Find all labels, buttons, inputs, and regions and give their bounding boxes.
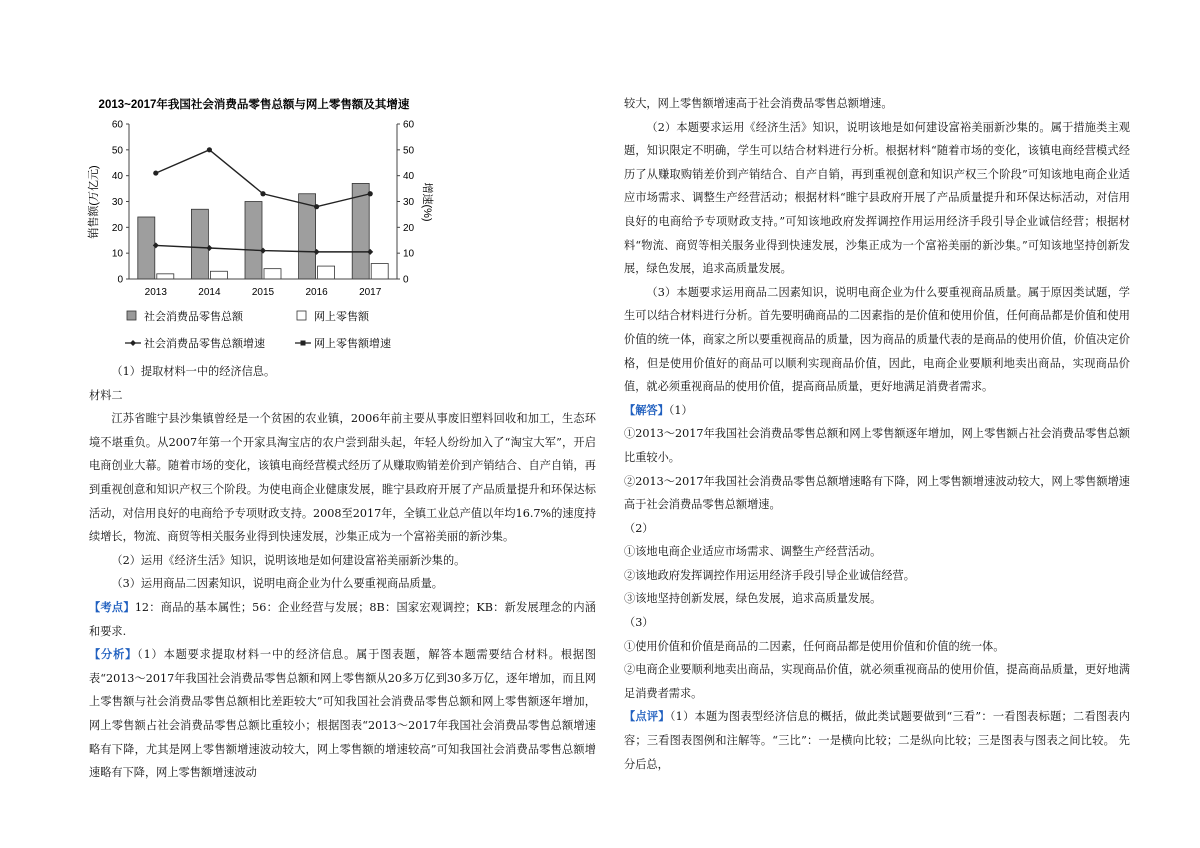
answer-2-3: ③该地坚持创新发展，绿色发展，追求高质量发展。 [624,592,882,606]
y2-tick-label: 60 [403,119,415,131]
jieda-heading [624,399,1130,423]
y2-tick-label: 0 [403,274,409,286]
question-1: （1）提取材料一中的经济信息。 [111,365,276,378]
x-tick-label: 2013 [144,287,167,298]
dianping-paragraph [624,705,1130,776]
chart-title: 2013~2017年我国社会消费品零售总额与网上零售额及其增速 [98,99,410,111]
fenxi-paragraph [89,643,596,785]
material-2-text: 江苏省睢宁县沙集镇曾经是一个贫困的农业镇，2006年前主要从事废旧塑料回收和加工，生态环境不堪重负。从2007年第一个开家具淘宝店的农户尝到甜头起，年轻人纷纷加入了“淘宝大军”，开启电商创业大幕。随着市场的变化，该镇电商经营模式经历了从赚取购销差价到产销结合、自产自销，再到重视创意和知识产权三个阶段。为使电商企业健康发展，睢宁县政府开展了产品质量提升和环保达标活动，对信用良好的电商给予专项财政支持。2008至2017年，全镇工业总产值以年均16.7%的速度持续增长，物流、商贸等相关服务业得到快速发展，沙集正成为一个富裕美丽的新沙集。 [89,412,596,544]
legend-label-total-growth: 社会消费品零售总额增速 [144,338,265,350]
y-tick-label: 30 [111,197,123,208]
kaodian-text: 12：商品的基本属性；56：企业经营与发展；8B：国家宏观调控；KB：新发展理念的内涵和要求. [89,600,596,638]
y-tick-label: 0 [117,274,123,286]
answer-3-heading: （3） [624,616,654,630]
answer-1-1: ①2013～2017年我国社会消费品零售总额和网上零售额逐年增加，网上零售额占社会消费品零售总额比重较小。 [624,427,1130,464]
answer-3-2: ②电商企业要顺利地卖出商品，实现商品价值，就必须重视商品的使用价值，提高商品质量，更好地满足消费者需求。 [624,663,1130,700]
y-axis-label: 销售额(万亿元) [88,165,100,239]
question-2: （2）运用《经济生活》知识，说明该地是如何建设富裕美丽新沙集的。 [111,553,466,567]
analysis-continued: 较大，网上零售额增速高于社会消费品零售总额增速。 [624,97,893,110]
y2-tick-label: 20 [403,222,415,234]
kaodian-paragraph [89,596,596,643]
y2-axis-label: 增速(%) [421,182,433,222]
analysis-part-3: （3）本题要求运用商品二因素知识，说明电商企业为什么要重视商品质量。属于原因类试题，学生可以结合材料进行分析。首先要明确商品的二因素指的是价值和使用价值，任何商品都是价值和使用价值的统一体，商家之所以要重视商品的质量，因为商品的质量代表的是商品的使用价值，价值决定价格，但是使用价值好的商品可以顺利实现商品价值，因此，电商企业要顺利地卖出商品，实现商品价值，就必须重视商品的使用价值，提高商品质量，更好地满足消费者需求。 [624,285,1130,394]
left-column [89,92,596,785]
legend-label-total: 社会消费品零售总额 [144,311,243,323]
right-column [624,92,1130,776]
y-tick-label: 20 [111,222,123,234]
x-tick-label: 2016 [305,287,328,298]
answer-3-1: ①使用价值和价值是商品的二因素，任何商品都是使用价值和价值的统一体。 [624,639,1005,653]
legend-label-online-growth: 网上零售额增速 [314,338,391,350]
answer-2-heading: （2） [624,521,654,535]
y2-tick-label: 40 [403,171,415,183]
x-tick-label: 2014 [198,287,221,298]
y2-tick-label: 10 [403,248,415,260]
jieda-part-1-label: （1） [668,403,693,417]
x-tick-label: 2017 [359,287,382,298]
y-tick-label: 10 [111,248,123,260]
fenxi-tag: 【分析】 [89,647,138,662]
analysis-part-2: （2）本题要求运用《经济生活》知识，说明该地是如何建设富裕美丽新沙集的。属于措施类主观题，知识限定不明确，学生可以结合材料进行分析。根据材料“随着市场的变化，该镇电商经营模式经历了从赚取购销差价到产销结合、自产自销，再到重视创意和知识产权三个阶段”可知该地电商企业适应市场需求、调整生产经营活动；根据材料“睢宁县政府开展了产品质量提升和环保达标活动，对信用良好的电商给予专项财政支持。”可知该地政府发挥调控作用运用经济手段引导企业诚信经营；根据材料“物流、商贸等相关服务业得到快速发展，沙集正成为一个富裕美丽的新沙集。”可知该地坚持创新发展，绿色发展，追求高质量发展。 [624,120,1130,276]
dianping-tag: 【点评】 [624,709,670,724]
material-2-title: 材料二 [89,388,123,402]
answer-2-2: ②该地政府发挥调控作用运用经济手段引导企业诚信经营。 [624,568,915,582]
jieda-tag: 【解答】 [624,402,669,417]
y-tick-label: 60 [111,119,123,131]
answer-2-1: ①该地电商企业适应市场需求、调整生产经营活动。 [624,545,882,559]
x-tick-label: 2015 [251,287,275,298]
dianping-text: （1）本题为图表型经济信息的概括，做此类试题要做到“三看”：一看图表标题；二看图表内容；三看图表图例和注解等。“三比”：一是横向比较；二是纵向比较；三是图表与图表之间比较。 先分后总， [624,710,1130,771]
fenxi-text: （1）本题要求提取材料一中的经济信息。属于图表题，解答本题需要结合材料。根据图表“2013～2017年我国社会消费品零售总额和网上零售额从20多万亿到30多万亿，逐年增加，而且网上零售额与社会消费品零售总额相比差距较大”可知我国社会消费品零售总额和网上零售额逐年增加，网上零售额占社会消费品零售总额比重较小；根据图表“2013～2017年我国社会消费品零售总额增速略有下降，尤其是网上零售额增速波动较大，网上零售额的增速较高”可知我国社会消费品零售总额增速略有下降，网上零售额增速波动 [89,648,596,780]
question-3: （3）运用商品二因素知识，说明电商企业为什么要重视商品质量。 [111,577,443,591]
y2-tick-label: 50 [403,145,415,157]
kaodian-tag: 【考点】 [89,599,135,614]
y2-tick-label: 30 [403,197,415,208]
answer-1-2: ②2013～2017年我国社会消费品零售总额增速略有下降，网上零售额增速波动较大，网上零售额增速高于社会消费品零售总额增速。 [624,474,1130,512]
legend-label-online: 网上零售额 [314,311,369,323]
y-tick-label: 50 [111,145,123,157]
y-tick-label: 40 [111,171,123,183]
